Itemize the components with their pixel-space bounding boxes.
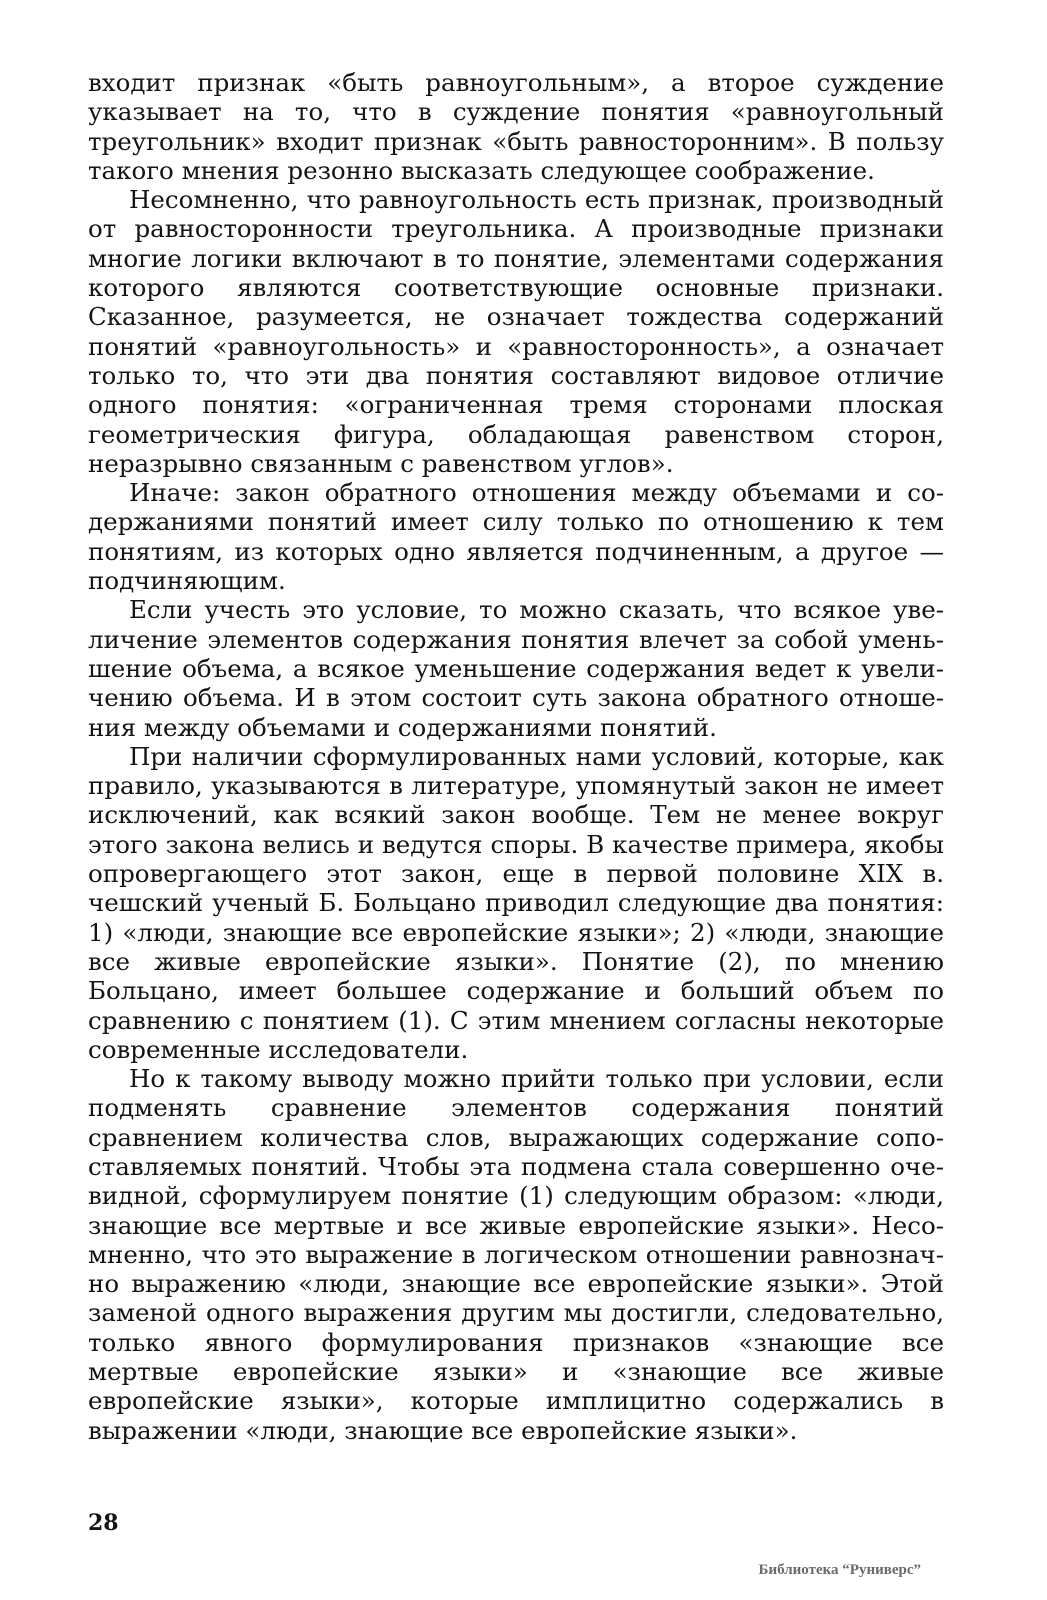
paragraph-1: входит признак «быть равноугольным», а второе суждение указывает на то, что в суждение понятия «равноугольный треугольник» входит признак «быть равносторонним». В пользу такого мнения резонно высказать следующее соображение.	[88, 68, 944, 185]
page-text	[88, 68, 944, 1445]
paragraph-4: Если учесть это условие, то можно сказать, что всякое увеличение элементов содержания понятия влечет за собой уменьшение объема, а всякое уменьшение содержания ведет к увеличению объема. И в этом состоит суть закона обратного отношения между объемами и содержаниями понятий.	[88, 595, 944, 742]
paragraph-6: Но к такому выводу можно прийти только при условии, если подменять сравнение элементов содержания понятий сравнением количества слов, выражающих содержание сопоставляемых понятий. Чтобы эта подмена стала совершенно очевидной, сформулируем понятие (1) следующим образом: «люди, знающие все мертвые и все живые европейские языки». Несомненно, что это выражение в логическом отношении равнозначно выражению «люди, знающие все европейские языки». Этой заменой одного выражения другим мы достигли, следовательно, только явного формулирования признаков «знающие все мертвые европейские языки» и «знающие все живые европейские языки», которые имплицитно содержались в выражении «люди, знающие все европейские языки».	[88, 1064, 944, 1445]
paragraph-2: Несомненно, что равноугольность есть признак, производный от равносторонности треугольника. А производные признаки многие логики включают в то понятие, элементами содержания которого являются соответствующие основные признаки. Сказанное, разумеется, не означает тождества содержаний понятий «равноугольность» и «равносторонность», а означает только то, что эти два понятия составляют видовое отличие одного понятия: «ограниченная тремя сторонами плоская геометрическия фигура, обладающая равенством сторон, неразрывно связанным с равенством углов».	[88, 185, 944, 478]
paragraph-3: Иначе: закон обратного отношения между объемами и содержаниями понятий имеет силу только по отношению к тем понятиям, из которых одно является подчиненным, а другое — подчиняющим.	[88, 478, 944, 596]
page-number: 28	[88, 1510, 119, 1536]
library-credit: Библиотека “Руниверс”	[758, 1562, 921, 1578]
paragraph-5: При наличии сформулированных нами условий, которые, как правило, указываются в литературе, упомянутый закон не имеет исключений, как всякий закон вообще. Тем не менее вокруг этого закона велись и ведутся споры. В качестве примера, якобы опровергающего этот закон, еще в первой половине XIX в. чешский ученый Б. Больцано приводил следующие два понятия: 1) «люди, знающие все европейские языки»; 2) «люди, знающие все живые европейские языки». Понятие (2), по мнению Больцано, имеет большее содержание и больший объем по сравнению с понятием (1). С этим мнением согласны некоторые современные исследователи.	[88, 741, 944, 1064]
